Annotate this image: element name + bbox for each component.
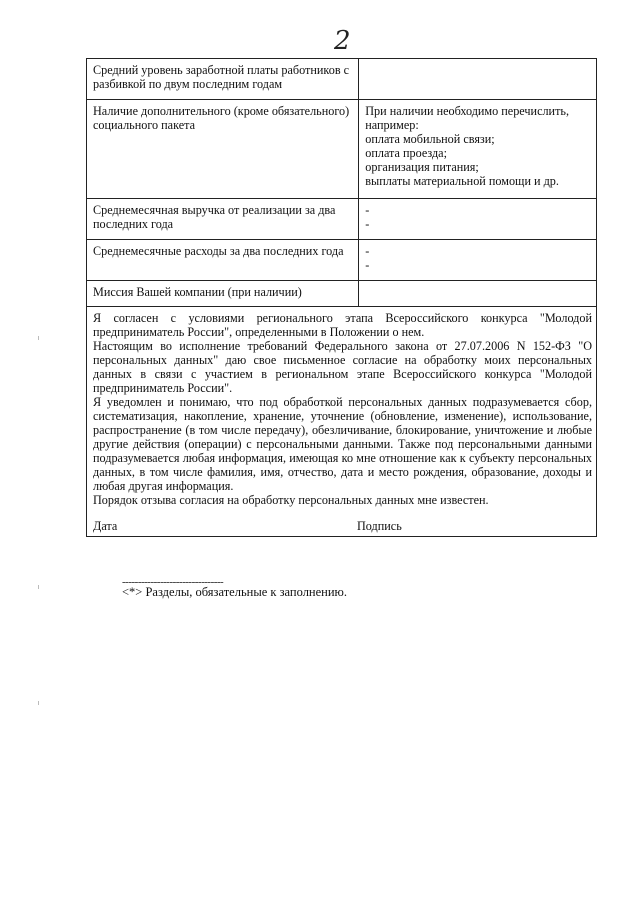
row-value — [359, 59, 597, 100]
row-value: - - — [359, 199, 597, 240]
application-form-table — [86, 58, 597, 537]
date-label: Дата — [93, 519, 118, 533]
row-value: - - — [359, 240, 597, 281]
row-label: Средний уровень заработной платы работников с разбивкой по двум последним годам — [87, 59, 359, 100]
row-label: Среднемесячные расходы за два последних года — [87, 240, 359, 281]
row-label: Среднемесячная выручка от реализации за два последних года — [87, 199, 359, 240]
table-row — [87, 100, 597, 199]
consent-paragraph: Я уведомлен и понимаю, что под обработкой персональных данных подразумевается сбор, систематизация, накопление, хранение, уточнение (обновление, изменение), использование, распространение (в том числе передачу), обезличивание, блокирование, уничтожение и любые другие действия (операции) с персональными данными. Также под персональными данными подразумевается любая информация, имеющая ко мне отношение как к субъекту персональных данных, в том числе фамилия, имя, отчество, дата и место рождения, образование, доходы и любая другая информация. — [93, 395, 592, 493]
scan-mark — [38, 336, 39, 340]
row-value: При наличии необходимо перечислить, например: оплата мобильной связи; оплата проезда; организация питания; выплаты материальной помощи и др. — [359, 100, 597, 199]
row-label: Наличие дополнительного (кроме обязательного) социального пакета — [87, 100, 359, 199]
consent-row — [87, 307, 597, 537]
consent-block — [87, 307, 597, 537]
consent-paragraph: Настоящим во исполнение требований Федерального закона от 27.07.2006 N 152-ФЗ "О персональных данных" даю свое письменное согласие на обработку моих персональных данных в связи с участием в региональном этапе Всероссийского конкурса "Молодой предприниматель России". — [93, 339, 592, 395]
signature-row — [93, 519, 592, 533]
footnote-separator: -------------------------------- — [122, 576, 224, 588]
row-label: Миссия Вашей компании (при наличии) — [87, 281, 359, 307]
consent-paragraph: Я согласен с условиями регионального этапа Всероссийского конкурса "Молодой предприниматель России", определенными в Положении о нем. — [93, 311, 592, 339]
table-row — [87, 281, 597, 307]
consent-paragraph: Порядок отзыва согласия на обработку персональных данных мне известен. — [93, 493, 489, 507]
table-row — [87, 240, 597, 281]
scan-mark — [38, 701, 39, 705]
page-number: 2 — [334, 26, 351, 56]
row-value — [359, 281, 597, 307]
signature-label: Подпись — [357, 519, 402, 533]
table-row — [87, 199, 597, 240]
scan-mark — [38, 585, 39, 589]
footnote: <*> Разделы, обязательные к заполнению. — [122, 585, 348, 599]
table-row — [87, 59, 597, 100]
